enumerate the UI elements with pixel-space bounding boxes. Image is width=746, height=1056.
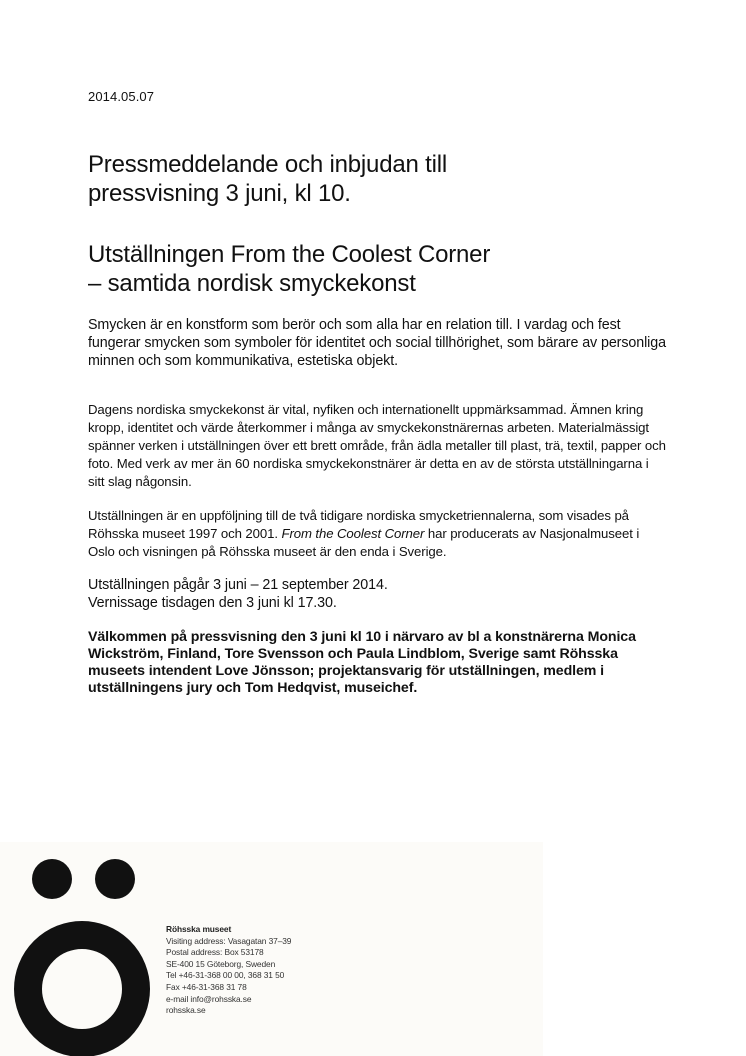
postal-address: Postal address: Box 53178 xyxy=(166,947,264,958)
body-paragraph-2-end: har producerats av Nasjonalmuseet i Oslo och visningen på Röhsska museet är den enda i Sverige. xyxy=(88,526,640,559)
page-title xyxy=(88,150,648,208)
exhibition-title-line-2: – samtida nordisk smyckekonst xyxy=(88,270,416,297)
exhibition-name-italic: From the Coolest Corner xyxy=(281,526,425,541)
vernissage-info: Vernissage tisdagen den 3 juni kl 17.30. xyxy=(88,595,337,611)
title-line-1: Pressmeddelande och inbjudan till xyxy=(88,151,447,178)
body-paragraph-2 xyxy=(88,507,668,561)
fax: Fax +46-31-368 31 78 xyxy=(166,981,247,992)
press-invitation: Välkommen på pressvisning den 3 juni kl 10 i närvaro av bl a konstnärerna Monica Wickström, Finland, Tore Svensson och Paula Lindblom, Sverige samt Röhsska museets intendent Love Jönsson; projektansvarig för utställningen, medlem i utställningens jury och Tom Hedqvist, museichef. xyxy=(88,629,636,696)
telephone: Tel +46-31-368 00 00, 368 31 50 xyxy=(166,970,285,981)
logo-dot-left xyxy=(32,859,72,899)
logo-ring xyxy=(28,935,136,1043)
exhibition-period: Utställningen pågår 3 juni – 21 september 2014. xyxy=(88,577,388,593)
exhibition-title xyxy=(88,240,648,298)
lead-paragraph: Smycken är en konstform som berör och som alla har en relation till. I vardag och fest fungerar smycken som symboler för identitet och social tillhörighet, som bärare av personliga minnen och som kommunikativa, estetiska objekt. xyxy=(88,317,666,369)
o-umlaut-logo-icon xyxy=(0,852,156,1056)
title-line-2: pressvisning 3 juni, kl 10. xyxy=(88,180,351,207)
email[interactable]: e-mail info@rohsska.se xyxy=(166,993,252,1004)
museum-name: Röhsska museet xyxy=(166,924,232,934)
visiting-address: Visiting address: Vasagatan 37–39 xyxy=(166,935,292,946)
city-address: SE-400 15 Göteborg, Sweden xyxy=(166,958,276,969)
logo-dot-right xyxy=(95,859,135,899)
exhibition-title-line-1: Utställningen From the Coolest Corner xyxy=(88,241,491,268)
body-paragraph-2-start: Utställningen är en uppföljning till de två tidigare nordiska smycketriennalerna, som visades på Röhsska museet 1997 och 2001. xyxy=(88,508,629,541)
exhibition-dates xyxy=(88,576,668,612)
museum-address xyxy=(166,924,291,1017)
body-paragraph-1: Dagens nordiska smyckekonst är vital, nyfiken och internationellt uppmärksammad. Ämnen kring kropp, identitet och värde återkommer i många av smyckekonstnärernas arbeten. Materialmässigt spänner verken i utställningen över ett brett område, från ädla metaller till plast, trä, textil, papper och foto. Med verk av mer än 60 nordiska smyckekonstnärer är detta en av de största utställningarna i sitt slag någonsin. xyxy=(88,402,666,489)
website-link[interactable]: rohsska.se xyxy=(166,1005,206,1016)
release-date: 2014.05.07 xyxy=(88,89,155,104)
